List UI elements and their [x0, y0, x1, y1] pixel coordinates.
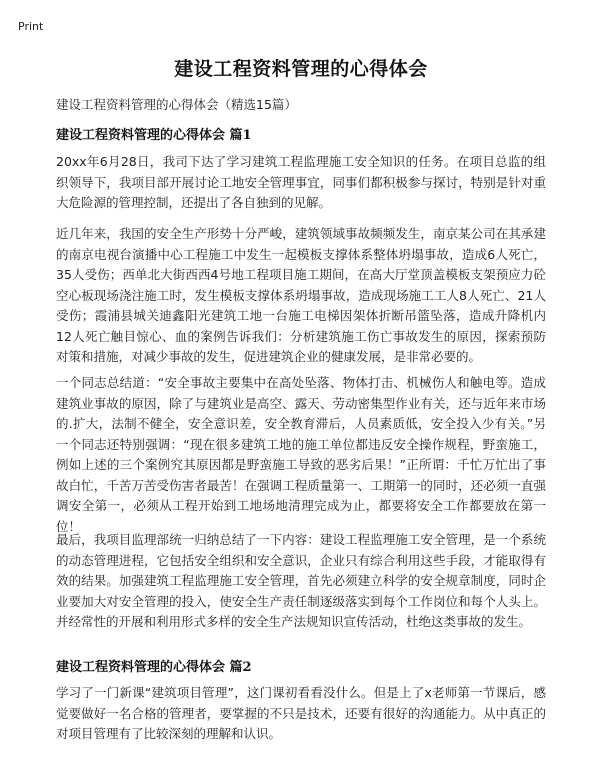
paragraph: 一个同志总结道：“安全事故主要集中在高处坠落、物体打击、机械伤人和触电等。造成建筑业事故的原因，除了与建筑业是高空、露天、劳动密集型作业有关，还与近年来市场的.扩大，法制不健全，安全意识差，安全教育滞后，人员素质低，安全投入少有关。”另一个同志还特别强调：“现在很多建筑工地的施工单位都违反安全操作规程，野蛮施工，例如上述的三个案例究其原因都是野蛮施工导致的恶劣后果！”正所谓：千忙万忙出了事故白忙，千苦万苦受伤害者最苦！在强调工程质量第一、工期第一的同时，还必须一直强调安全第一，必须从工程开始到工地场地清理完成为止，都要将安全工作都要放在第一位！	[56, 375, 546, 534]
paragraph: 学习了一门新课“建筑项目管理”，这门课初看看没什么。但是上了x老师第一节课后，感觉要做好一名合格的管理者，要掌握的不只是技术，还要有很好的沟通能力。从中真正的对项目管理有了比较深刻的理解和认识。	[56, 685, 546, 741]
paragraph: 20xx年6月28日，我司下达了学习建筑工程监理施工安全知识的任务。在项目总监的组织领导下，我项目部开展讨论工地安全管理事宜，同事们都积极参与探讨，特别是针对重大危险源的管理控制，还提出了各自独到的见解。	[56, 154, 546, 210]
document-subtitle: 建设工程资料管理的心得体会（精选15篇）	[56, 97, 297, 112]
section-heading-1: 建设工程资料管理的心得体会 篇1	[56, 128, 252, 143]
section-heading-2: 建设工程资料管理的心得体会 篇2	[56, 660, 252, 675]
paragraph: 最后，我项目监理部统一归纳总结了一下内容：建设工程监理施工安全管理，是一个系统的动态管理进程，它包括安全组织和安全意识，企业只有综合利用这些手段，才能取得有效的结果。加强建筑工程监理施工安全管理，首先必须建立科学的安全规章制度，同时企业要加大对安全管理的投入，使安全生产责任制逐级落实到每个工作岗位和每个人头上。并经常性的开展和利用形式多样的安全生产法规知识宣传活动，杜绝这类事故的发生。	[56, 532, 546, 629]
paragraph: 近几年来，我国的安全生产形势十分严峻，建筑领域事故频频发生，南京某公司在其承建的南京电视台演播中心工程施工中发生一起模板支撑体系整体坍塌事故，造成6人死亡，35人受伤；西单北大街西西4号地工程项目施工期间，在高大厅堂顶盖模板支架预应力砼空心板现场浇注施工时，发生模板支撑体系坍塌事故，造成现场施工工人8人死亡、21人受伤；霞浦县城关迪鑫阳光建筑工地一台施工电梯因架体折断吊篮坠落，造成升降机内12人死亡触目惊心、血的案例告诉我们：分析建筑施工伤亡事故发生的原因，探索预防对策和措施，对减少事故的发生，促进建筑企业的健康发展，是非常必要的。	[56, 226, 546, 364]
print-link[interactable]: Print	[18, 20, 44, 33]
document-title: 建设工程资料管理的心得体会	[174, 58, 428, 80]
